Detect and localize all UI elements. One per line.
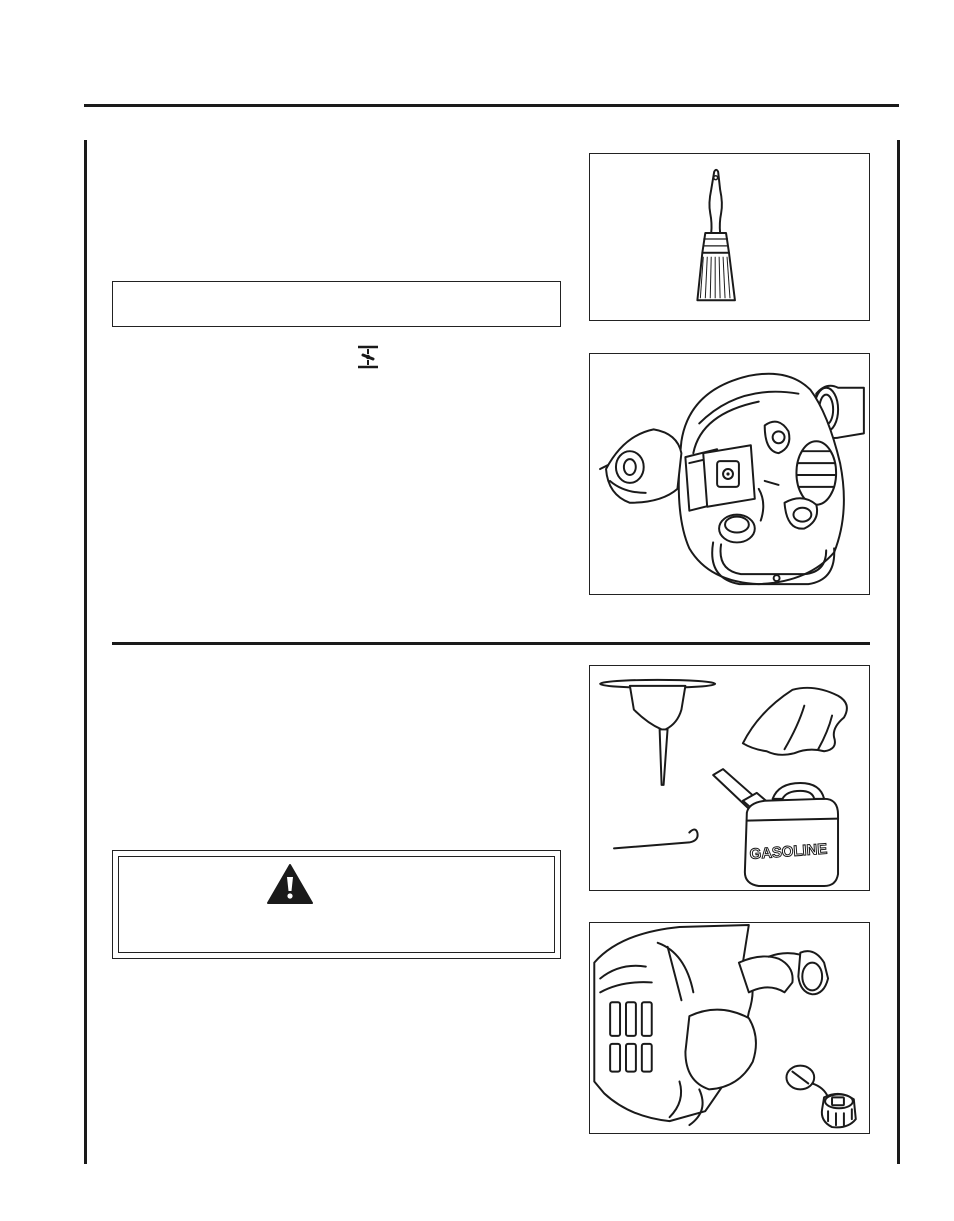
fuel-cap-icon [786,1066,855,1128]
section-divider [112,642,870,645]
warning-text [127,913,547,943]
shop-rag-icon [743,688,847,755]
fuel-tank-cap-figure [589,922,870,1134]
top-rule [84,104,899,107]
warning-box [112,850,561,959]
note-box [112,281,561,327]
fuel-tools-figure [589,665,870,891]
choke-closed-icon [356,345,380,369]
paint-brush-icon [590,154,869,320]
warning-triangle-icon [266,863,314,905]
funnel-icon [600,680,715,785]
wire-hook-icon [614,830,698,849]
left-margin-rule [84,140,87,1164]
right-margin-rule [897,140,900,1164]
blower-engine-icon [590,354,869,594]
gasoline-can-icon [713,769,838,886]
gasoline-can-label: GASOLINE [749,841,828,863]
paint-brush-figure [589,153,870,321]
blower-air-filter-figure [589,353,870,595]
page-title [112,70,812,94]
